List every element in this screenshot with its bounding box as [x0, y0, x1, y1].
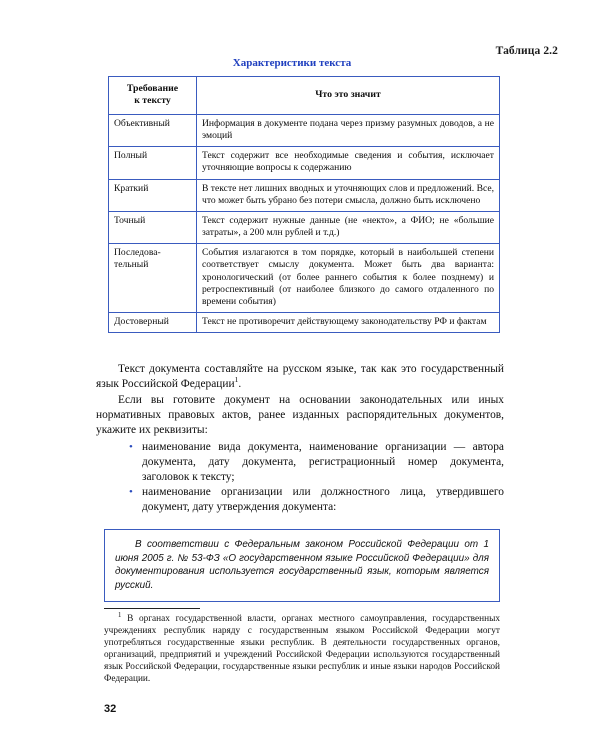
requisites-list — [96, 440, 504, 515]
table-row — [109, 244, 500, 313]
footnote-separator — [104, 608, 200, 609]
list-item-text: наименование организации или должностного лица, утвердившего документ, дату утверждения документа: — [142, 486, 504, 514]
footnote-marker-inline: 1 — [234, 375, 239, 385]
page-number: 32 — [104, 703, 117, 715]
cell-requirement: Точный — [109, 211, 197, 243]
table-header-requirement-line1: Требование — [126, 83, 179, 94]
table-row — [109, 114, 500, 146]
table-row — [109, 147, 500, 179]
cell-requirement: Объективный — [109, 114, 197, 146]
list-item — [96, 440, 504, 485]
list-item — [96, 485, 504, 515]
table-row — [109, 313, 500, 333]
cell-requirement: Последова-тельный — [109, 244, 197, 313]
cell-meaning: Текст содержит нужные данные (не «некто», а ФИО; не «большие затраты», а 200 млн рублей и т.д.) — [197, 211, 500, 243]
characteristics-table — [108, 76, 500, 333]
table-number-label: Таблица 2.2 — [495, 45, 558, 57]
characteristics-table-wrapper — [108, 76, 500, 333]
cell-meaning: Текст содержит все необходимые сведения и события, исключает уточняющие вопросы к содержанию — [197, 147, 500, 179]
table-header-requirement — [109, 77, 197, 115]
cell-requirement: Полный — [109, 147, 197, 179]
bullet-icon: • — [129, 486, 133, 499]
footnote-block — [104, 613, 500, 685]
table-header-meaning: Что это значит — [197, 77, 500, 115]
table-body — [109, 114, 500, 332]
table-header-row — [109, 77, 500, 115]
paragraph-1-period: . — [238, 377, 242, 390]
cell-meaning: В тексте нет лишних вводных и уточняющих слов и предложений. Все, что может быть убрано без потери смысла, должно быть исключено — [197, 179, 500, 211]
list-item-text: наименование вида документа, наименование организации — автора документа, дату документа, регистрационный номер документа, заголовок к тексту; — [142, 441, 504, 484]
cell-meaning: Текст не противоречит действующему законодательству РФ и фактам — [197, 313, 500, 333]
paragraph-language-requirement — [96, 362, 504, 392]
table-row — [109, 179, 500, 211]
cell-meaning: События излагаются в том порядке, который в наибольшей степени соответствует смыслу документа. Может быть два варианта: хронологический (от более раннего события к более позднему) и ретроспективный (от наиболее близкого до самого отдаленного по времени события) — [197, 244, 500, 313]
paragraph-requisites-intro: Если вы готовите документ на основании законодательных или иных нормативных правовых актов, ранее изданных распорядительных документов, укажите их реквизиты: — [96, 393, 504, 436]
footnote-text: В органах государственной власти, органах местного самоуправления, государственных учреждениях республик наряду с государственным языком Российской Федерации могут употребляться государственные языки республик. В деятельности государственных органов, организаций, предприятий и учреждений Российской Федерации используются государственный язык Российской Федерации, государственные языки республик и иные языки народов Российской Федерации. — [104, 614, 500, 685]
table-title: Характеристики текста — [232, 57, 352, 69]
body-text-block — [96, 362, 504, 515]
callout-text: В соответствии с Федеральным законом Российской Федерации от 1 июня 2005 г. № 53-ФЗ «О государственном языке Российской Федерации» для документирования используется государственный язык, которым является русский. — [115, 539, 489, 591]
cell-requirement: Достоверный — [109, 313, 197, 333]
cell-meaning: Информация в документе подана через призму разумных доводов, а не эмоций — [197, 114, 500, 146]
footnote-marker: 1 — [118, 611, 122, 619]
table-header-requirement-line2: к тексту — [134, 95, 171, 107]
callout-box — [104, 529, 500, 602]
table-row — [109, 211, 500, 243]
paragraph-1-text: Текст документа составляйте на русском языке, так как это государственный язык Российской Федерации — [96, 363, 504, 390]
bullet-icon: • — [129, 441, 133, 454]
cell-requirement: Краткий — [109, 179, 197, 211]
